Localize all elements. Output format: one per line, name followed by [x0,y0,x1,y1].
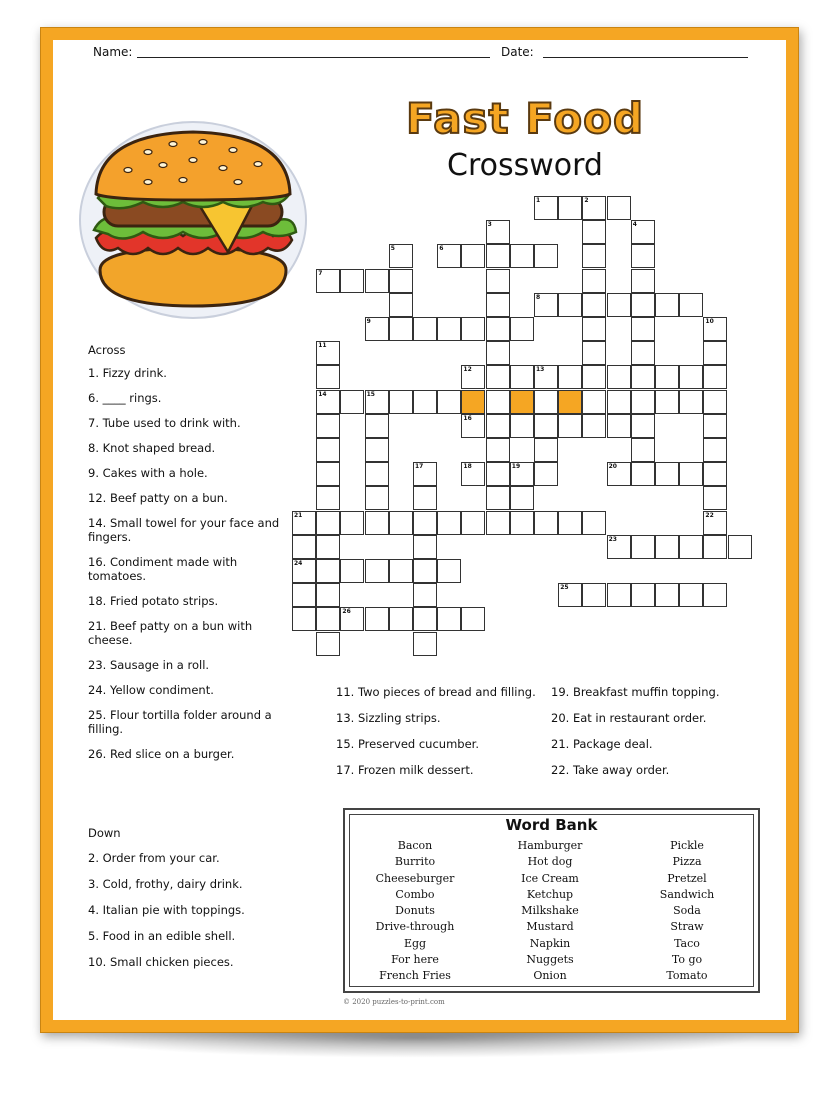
clue-across-24: 24. Yellow condiment. [88,683,214,697]
crossword-cell[interactable] [582,293,606,317]
crossword-cell[interactable] [413,390,437,414]
clue-number: 1 [536,197,541,204]
clue-across-21: 21. Beef patty on a bun with cheese. [88,619,253,647]
crossword-cell[interactable] [655,365,679,389]
word-bank-col-1 [355,838,475,985]
clue-down-22: 22. Take away order. [551,763,670,777]
crossword-cell[interactable] [389,269,413,293]
crossword-cell[interactable] [413,632,437,656]
clue-down-11: 11. Two pieces of bread and filling. [336,685,536,699]
date-label: Date: [501,45,534,59]
crossword-cell[interactable] [558,414,582,438]
crossword-cell[interactable] [486,438,510,462]
crossword-cell[interactable] [486,414,510,438]
crossword-cell[interactable] [655,293,679,317]
crossword-cell[interactable] [534,511,558,535]
clue-down-15: 15. Preserved cucumber. [336,737,479,751]
crossword-cell[interactable] [365,438,389,462]
crossword-cell[interactable] [510,244,534,268]
crossword-cell[interactable] [510,414,534,438]
crossword-cell[interactable] [316,438,340,462]
crossword-cell[interactable] [413,317,437,341]
crossword-cell[interactable] [365,607,389,631]
crossword-cell[interactable] [510,511,534,535]
word-bank-word: Pickle [670,839,704,852]
crossword-cell[interactable] [316,462,340,486]
down-heading: Down [88,826,121,840]
crossword-cell[interactable] [534,390,558,414]
crossword-cell[interactable] [679,535,703,559]
crossword-cell[interactable] [316,607,340,631]
crossword-cell[interactable] [582,511,606,535]
word-bank-word: Straw [670,920,704,934]
crossword-cell[interactable] [631,414,655,438]
word-bank-word: Hot dog [527,855,573,869]
crossword-cell[interactable] [461,244,485,268]
clue-across-6: 6. ____ rings. [88,391,162,405]
clue-number: 9 [366,318,371,325]
crossword-cell[interactable] [365,269,389,293]
word-bank-word: Burrito [394,855,436,869]
word-bank-title: Word Bank [505,816,598,834]
clue-down-5: 5. Food in an edible shell. [88,929,236,943]
crossword-cell[interactable] [703,486,727,510]
crossword-cell[interactable] [607,390,631,414]
clue-across-23: 23. Sausage in a roll. [88,658,210,672]
crossword-cell[interactable] [486,390,510,414]
crossword-cell[interactable] [292,535,316,559]
crossword-cell[interactable] [316,632,340,656]
word-bank-word: Nuggets [526,953,574,967]
copyright: © 2020 puzzles-to-print.com [343,998,445,1006]
clue-down-19: 19. Breakfast muffin topping. [551,685,720,699]
word-bank-word: To go [671,953,703,967]
crossword-cell[interactable] [437,559,461,583]
crossword-cell[interactable] [703,390,727,414]
crossword-cell[interactable] [582,365,606,389]
crossword-cell[interactable] [655,390,679,414]
crossword-cell[interactable] [582,414,606,438]
clue-number: 21 [294,511,303,519]
clue-down-20: 20. Eat in restaurant order. [551,711,707,725]
word-bank-word: Ice Cream [521,871,579,885]
crossword-cell[interactable] [655,535,679,559]
crossword-cell[interactable] [534,462,558,486]
crossword-cell[interactable] [437,607,461,631]
clue-across-7: 7. Tube used to drink with. [88,416,241,430]
crossword-cell[interactable] [631,341,655,365]
crossword-cell[interactable] [486,511,510,535]
crossword-cell[interactable] [413,511,437,535]
date-line [543,57,748,58]
crossword-cell[interactable] [486,317,510,341]
clue-across-12: 12. Beef patty on a bun. [88,491,228,505]
word-bank-word: Cheeseburger [375,871,455,885]
crossword-cell[interactable] [534,414,558,438]
crossword-cell[interactable] [486,341,510,365]
crossword-cell[interactable] [582,390,606,414]
crossword-cell[interactable] [558,196,582,220]
down-clues-2 [336,685,536,788]
crossword-cell[interactable] [631,293,655,317]
clue-down-4: 4. Italian pie with toppings. [88,903,245,917]
page-subtitle: Crossword [447,148,603,183]
crossword-cell[interactable] [413,535,437,559]
word-bank-word: Soda [673,904,701,918]
crossword-cell[interactable] [631,269,655,293]
clue-down-10: 10. Small chicken pieces. [88,955,234,969]
crossword-cell[interactable] [437,511,461,535]
crossword-cell[interactable] [461,511,485,535]
word-bank-word: Pretzel [667,871,707,885]
clue-number: 16 [463,414,472,422]
crossword-cell[interactable] [679,462,703,486]
crossword-cell[interactable] [631,583,655,607]
clue-number: 24 [294,560,303,567]
crossword-cell[interactable] [607,583,631,607]
crossword-cell[interactable] [389,317,413,341]
crossword-cell[interactable] [582,220,606,244]
clue-number: 25 [560,584,569,592]
crossword-cell[interactable] [365,462,389,486]
clue-down-13: 13. Sizzling strips. [336,711,441,725]
crossword-cell[interactable] [486,244,510,268]
clue-number: 6 [439,245,444,253]
crossword-cell[interactable] [703,341,727,365]
crossword-cell[interactable] [558,511,582,535]
word-bank-word: Tomato [666,969,708,983]
crossword-cell[interactable] [486,269,510,293]
crossword-cell[interactable] [389,559,413,583]
word-bank [343,808,760,993]
crossword-cell[interactable] [582,269,606,293]
hamburger-illustration [78,120,308,320]
word-bank-word: French Fries [379,969,451,983]
crossword-cell[interactable] [340,559,364,583]
crossword-cell[interactable] [316,535,340,559]
clue-across-9: 9. Cakes with a hole. [88,466,208,480]
clue-number: 10 [705,318,714,325]
clue-number: 18 [463,463,472,471]
across-clues [88,343,288,772]
crossword-cell[interactable] [510,317,534,341]
crossword-cell[interactable] [607,293,631,317]
page-title: Fast Food [405,94,645,143]
crossword-cell[interactable] [340,390,364,414]
word-bank-col-3 [627,838,747,985]
crossword-cell[interactable] [679,365,703,389]
clue-number: 12 [463,366,472,374]
crossword-cell[interactable] [703,462,727,486]
crossword-cell[interactable] [631,317,655,341]
clue-number: 26 [342,608,351,616]
crossword-cell[interactable] [655,462,679,486]
crossword-cell[interactable] [389,293,413,317]
crossword-cell[interactable] [534,244,558,268]
clue-number: 14 [318,390,327,398]
crossword-cell[interactable] [534,438,558,462]
crossword-cell[interactable] [510,486,534,510]
clue-across-8: 8. Knot shaped bread. [88,441,216,455]
crossword-cell[interactable] [437,390,461,414]
clue-number: 19 [511,463,521,471]
crossword-cell[interactable] [582,244,606,268]
clue-across-26: 26. Red slice on a burger. [88,747,235,761]
clue-number: 2 [584,197,589,204]
clue-number: 20 [608,463,617,471]
name-label: Name: [93,45,133,59]
crossword-cell[interactable] [631,244,655,268]
crossword-cell[interactable] [316,511,340,535]
crossword-cell[interactable] [631,390,655,414]
crossword-cell[interactable] [558,365,582,389]
clue-number: 7 [318,269,323,277]
crossword-cell[interactable] [413,559,437,583]
crossword-cell[interactable] [413,486,437,510]
crossword-cell[interactable] [316,414,340,438]
crossword-cell[interactable] [558,293,582,317]
clue-number: 15 [366,390,375,398]
crossword-cell[interactable] [631,535,655,559]
down-clues [88,826,288,981]
crossword-cell[interactable] [607,414,631,438]
word-bank-word: Donuts [395,904,435,918]
crossword-cell[interactable] [365,486,389,510]
name-line [137,57,490,58]
clue-number: 8 [536,293,541,301]
crossword-cell[interactable] [655,583,679,607]
word-bank-word: Pizza [672,855,702,869]
word-bank-word: Taco [674,936,700,950]
crossword-cell[interactable] [607,365,631,389]
crossword-cell[interactable] [607,196,631,220]
word-bank-word: Combo [395,887,435,901]
crossword-cell[interactable] [413,583,437,607]
across-heading: Across [88,343,126,357]
clue-across-16: 16. Condiment made with tomatoes. [88,555,238,583]
word-bank-word: Sandwich [659,887,715,901]
crossword-cell[interactable] [437,317,461,341]
crossword-cell[interactable] [365,511,389,535]
crossword-cell[interactable] [340,269,364,293]
crossword-cell[interactable] [703,365,727,389]
clue-across-14: 14. Small towel for your face and fingers. [88,516,280,544]
clue-across-1: 1. Fizzy drink. [88,366,167,380]
clue-number: 23 [608,535,617,543]
crossword-cell[interactable] [486,293,510,317]
crossword-cell[interactable] [389,511,413,535]
crossword-cell[interactable] [365,559,389,583]
crossword-cell[interactable] [389,607,413,631]
crossword-cell[interactable] [582,583,606,607]
crossword-cell[interactable] [316,365,340,389]
crossword-cell[interactable] [703,414,727,438]
crossword-cell[interactable] [316,583,340,607]
word-bank-word: Onion [533,969,567,983]
crossword-cell[interactable] [316,559,340,583]
clue-number: 13 [536,366,545,374]
crossword-cell[interactable] [486,365,510,389]
word-bank-word: Mustard [526,920,574,934]
clue-number: 17 [415,463,424,471]
crossword-cell[interactable] [316,486,340,510]
crossword-cell[interactable] [292,583,316,607]
crossword-cell[interactable] [728,535,752,559]
word-bank-word: Drive-through [375,920,455,934]
crossword-cell[interactable] [413,607,437,631]
crossword-cell[interactable] [703,535,727,559]
word-bank-word: Ketchup [526,887,574,901]
word-bank-word: Egg [403,936,427,950]
clue-down-2: 2. Order from your car. [88,851,220,865]
word-bank-col-2 [490,838,610,985]
crossword-cell[interactable] [461,607,485,631]
clue-number: 3 [487,221,492,229]
crossword-cell[interactable] [703,583,727,607]
crossword-cell[interactable] [582,341,606,365]
clue-across-18: 18. Fried potato strips. [88,594,219,608]
clue-number: 22 [705,511,714,519]
crossword-cell[interactable] [486,462,510,486]
crossword-cell[interactable] [679,583,703,607]
down-clues-3 [551,685,761,788]
word-bank-word: Bacon [397,839,433,852]
clue-down-17: 17. Frozen milk dessert. [336,763,474,777]
crossword-cell[interactable] [631,462,655,486]
crossword-cell[interactable] [365,414,389,438]
clue-down-3: 3. Cold, frothy, dairy drink. [88,877,243,891]
clue-down-21: 21. Package deal. [551,737,653,751]
crossword-cell[interactable] [292,607,316,631]
crossword-cell[interactable] [679,293,703,317]
crossword-cell[interactable] [510,390,534,414]
crossword-cell[interactable] [582,317,606,341]
crossword-cell[interactable] [703,438,727,462]
crossword-cell[interactable] [558,390,582,414]
crossword-cell[interactable] [486,486,510,510]
crossword-cell[interactable] [679,390,703,414]
clue-number: 5 [390,245,395,253]
crossword-cell[interactable] [510,365,534,389]
word-bank-word: Hamburger [517,839,583,852]
crossword-cell[interactable] [461,390,485,414]
crossword-cell[interactable] [631,438,655,462]
clue-number: 11 [318,342,327,350]
crossword-cell[interactable] [340,511,364,535]
word-bank-word: Milkshake [521,904,579,918]
word-bank-word: For here [391,953,439,967]
clue-across-25: 25. Flour tortilla folder around a filling. [88,708,272,736]
word-bank-word: Napkin [529,936,571,950]
clue-number: 4 [632,221,637,229]
crossword-cell[interactable] [389,390,413,414]
crossword-cell[interactable] [631,365,655,389]
crossword-cell[interactable] [461,317,485,341]
